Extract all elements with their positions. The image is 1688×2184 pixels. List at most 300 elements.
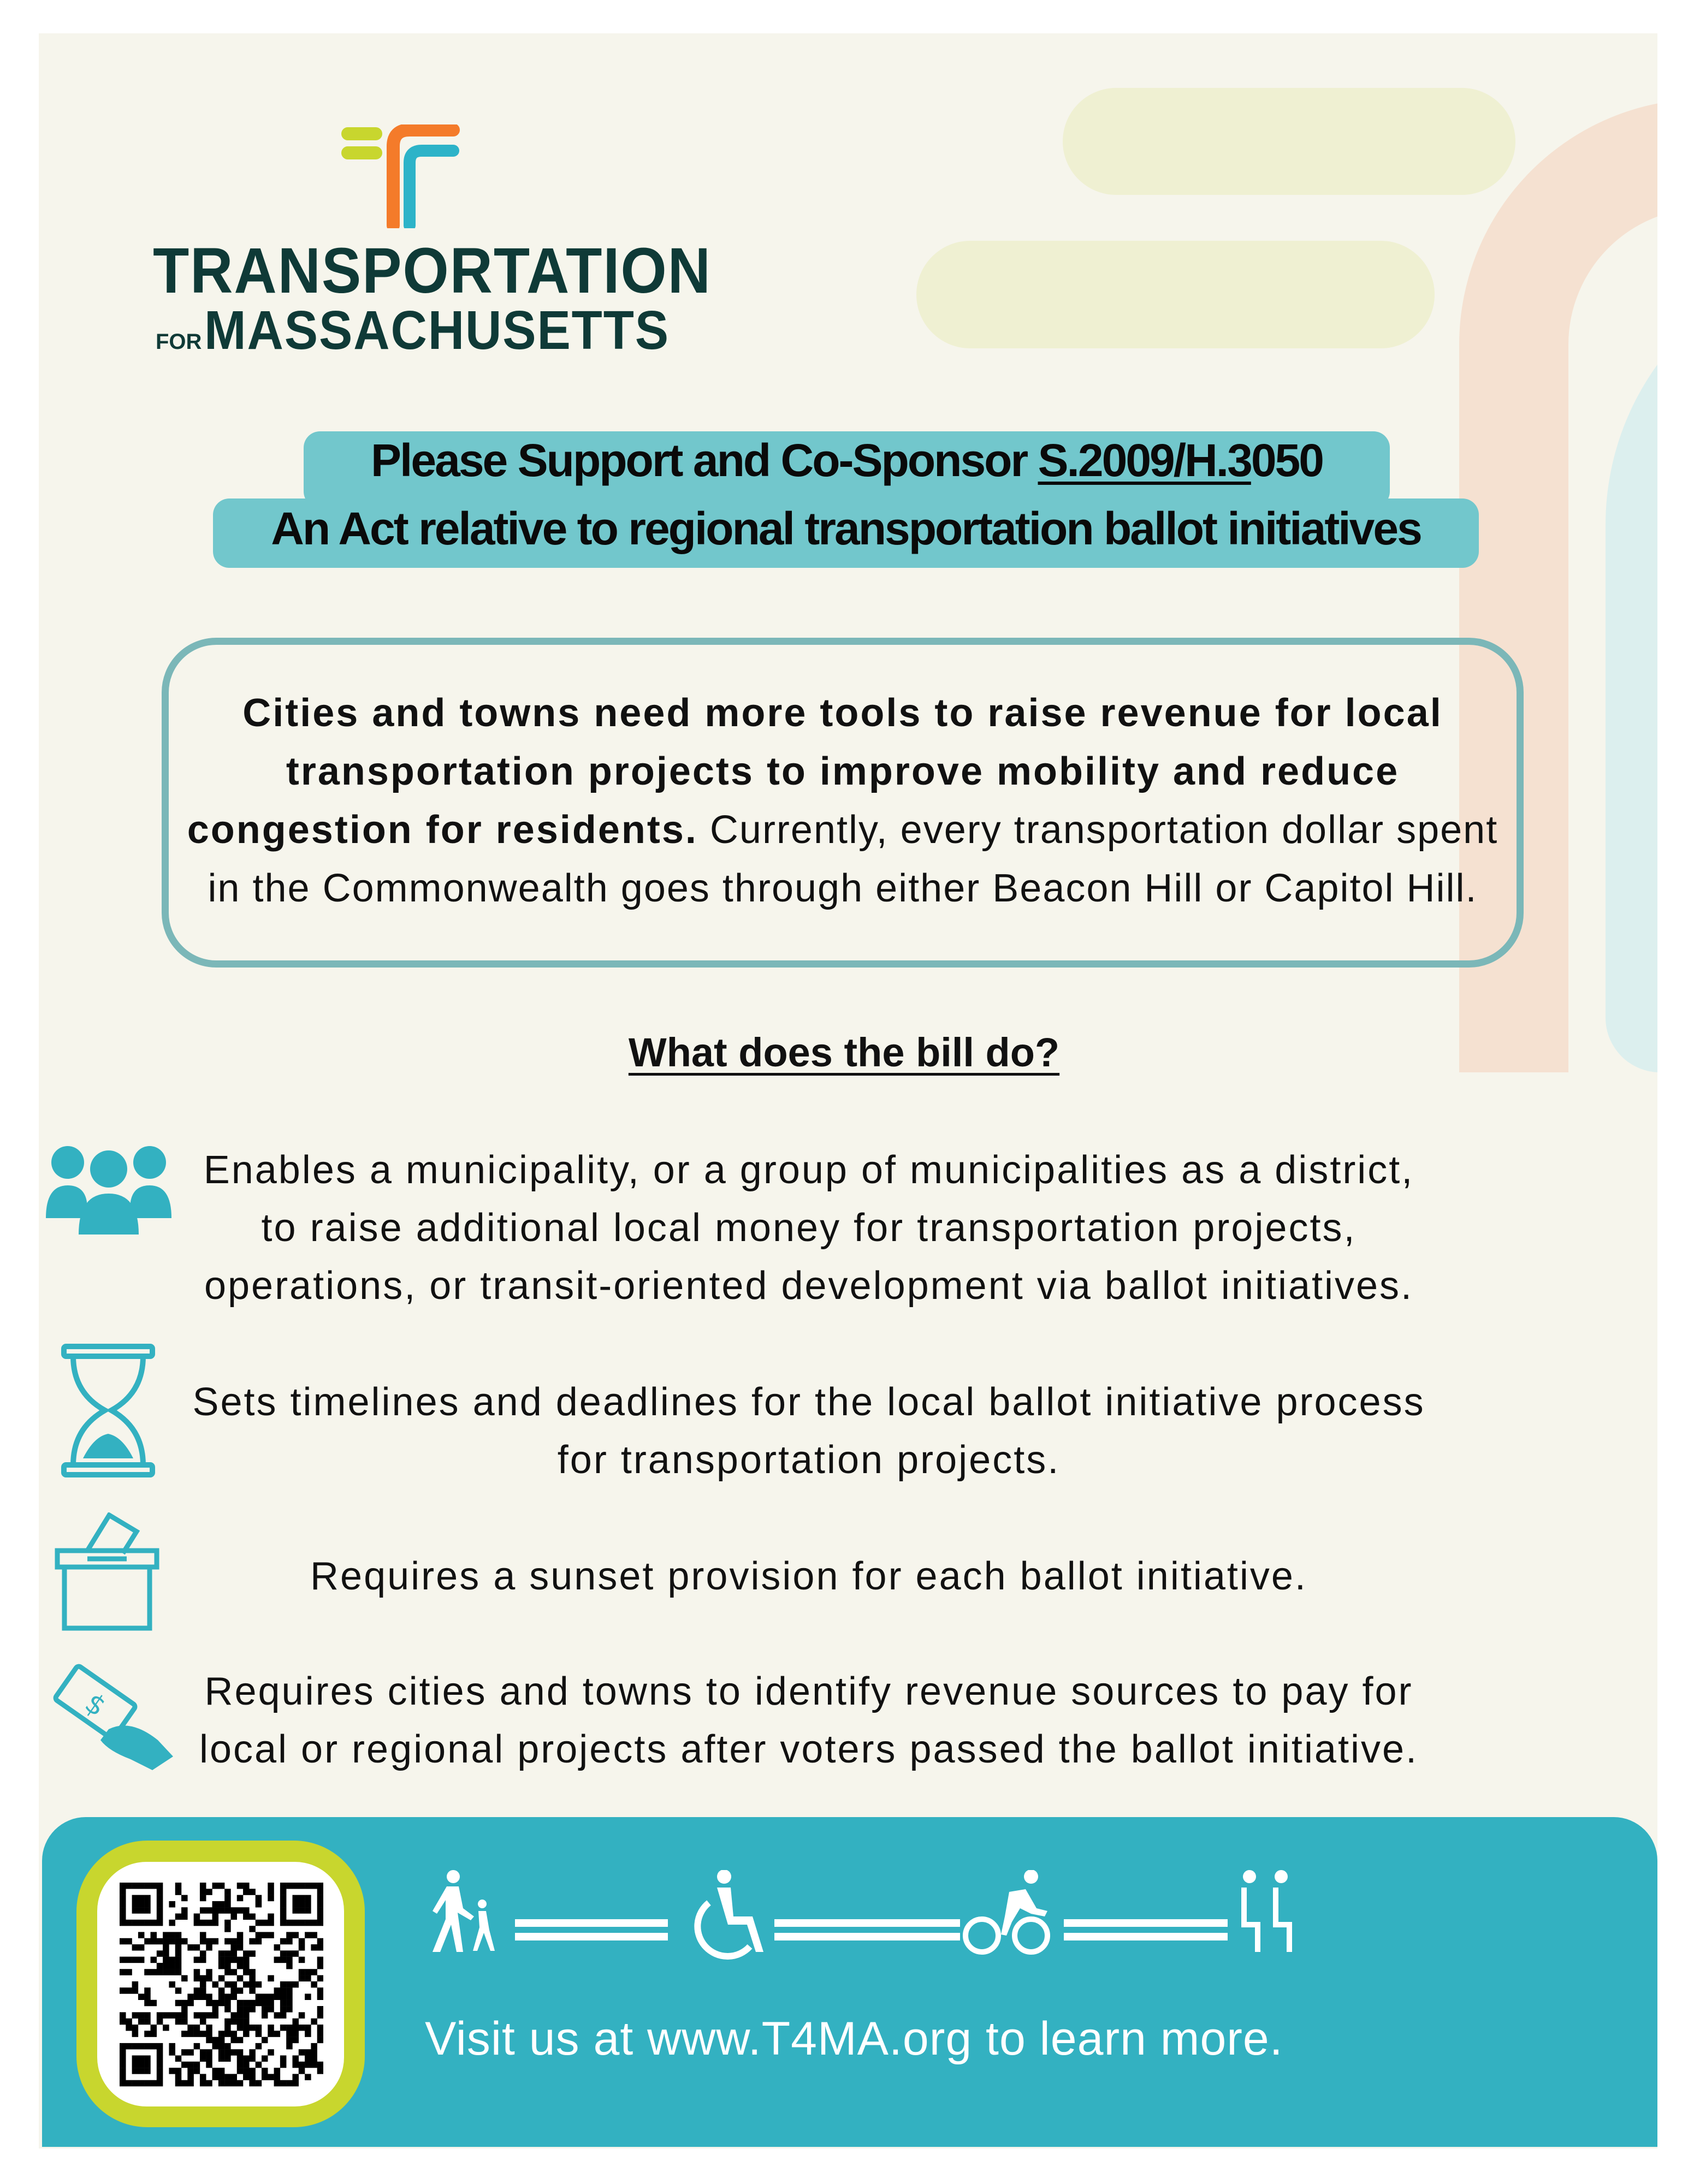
qr-module (120, 1914, 126, 1920)
qr-module (274, 1944, 281, 1951)
qr-module (218, 2080, 225, 2087)
qr-module (268, 1914, 274, 1920)
qr-module (262, 2068, 268, 2074)
qr-module (200, 1883, 206, 1889)
qr-module (206, 1993, 212, 2000)
qr-module (181, 2006, 188, 2013)
qr-module (120, 2043, 126, 2050)
qr-module (175, 1883, 182, 1889)
qr-module (230, 2019, 237, 2025)
qr-module (169, 2043, 175, 2050)
qr-module (144, 2080, 151, 2087)
qr-module (132, 2068, 139, 2074)
qr-module (200, 1907, 206, 1914)
qr-module (262, 1932, 268, 1938)
qr-module (262, 2074, 268, 2080)
qr-module (280, 1993, 287, 2000)
qr-module (120, 2074, 126, 2080)
qr-module (126, 2043, 132, 2050)
qr-module (120, 1920, 126, 1926)
qr-module (138, 1895, 145, 1902)
qr-module (249, 1889, 256, 1895)
qr-module (317, 1907, 323, 1914)
qr-module (299, 1975, 305, 1982)
qr-module (157, 1907, 163, 1914)
qr-module (206, 2055, 212, 2062)
qr-module (249, 1914, 256, 1920)
qr-module (138, 1901, 145, 1908)
qr-module (224, 1889, 231, 1895)
qr-module (280, 1914, 287, 1920)
qr-module (157, 1920, 163, 1926)
qr-module (249, 1975, 256, 1982)
qr-module (120, 1895, 126, 1902)
qr-module (292, 1901, 299, 1908)
qr-module (230, 1914, 237, 1920)
qr-module (157, 1914, 163, 1920)
qr-module (194, 1920, 200, 1926)
qr-module (268, 1975, 274, 1982)
qr-module (224, 2049, 231, 2056)
qr-module (280, 1920, 287, 1926)
qr-module (299, 1938, 305, 1945)
qr-module (311, 1944, 317, 1951)
qr-module (268, 2074, 274, 2080)
qr-module (249, 1987, 256, 1994)
qr-module (163, 1950, 169, 1957)
qr-module (237, 2068, 244, 2074)
qr-module (286, 1938, 293, 1945)
qr-module (292, 1950, 299, 1957)
qr-module (311, 1981, 317, 1988)
qr-module (311, 1969, 317, 1975)
qr-module (175, 1969, 182, 1975)
qr-module (256, 2062, 262, 2068)
qr-module (249, 1950, 256, 1957)
qr-module (181, 2000, 188, 2007)
qr-module (194, 2031, 200, 2037)
qr-module (317, 1938, 323, 1945)
qr-module (144, 2031, 151, 2037)
list-item-4 (164, 1663, 1454, 1778)
qr-module (224, 2080, 231, 2087)
qr-module (249, 2000, 256, 2007)
qr-module (206, 1975, 212, 1982)
qr-module (249, 1926, 256, 1932)
qr-module (286, 2043, 293, 2050)
qr-module (181, 1895, 188, 1902)
qr-module (243, 2000, 250, 2007)
pedestrian-icon (433, 1870, 495, 1952)
qr-module (200, 1975, 206, 1982)
qr-module (268, 1889, 274, 1895)
qr-module (181, 1975, 188, 1982)
qr-module (200, 1957, 206, 1963)
qr-module (132, 1901, 139, 1908)
qr-module (194, 1969, 200, 1975)
qr-module (157, 1963, 163, 1969)
qr-module (126, 1957, 132, 1963)
qr-module (206, 1907, 212, 1914)
qr-module (144, 2062, 151, 2068)
qr-module (224, 2025, 231, 2031)
qr-module (175, 1950, 182, 1957)
qr-module (120, 2055, 126, 2062)
qr-module (299, 1907, 305, 1914)
qr-module (132, 1920, 139, 1926)
qr-module (132, 2080, 139, 2087)
qr-module (249, 1969, 256, 1975)
qr-module (286, 1981, 293, 1988)
qr-module (286, 2037, 293, 2044)
qr-module (206, 2062, 212, 2068)
qr-module (138, 1944, 145, 1951)
qr-module (224, 2043, 231, 2050)
qr-module (256, 2000, 262, 2007)
qr-module (169, 1938, 175, 1945)
qr-module (120, 1969, 126, 1975)
qr-module (138, 1993, 145, 2000)
qr-module (151, 2000, 157, 2007)
qr-module (243, 2019, 250, 2025)
page-title (304, 434, 1390, 487)
qr-module (187, 2080, 194, 2087)
people-icon (46, 1142, 171, 1235)
qr-module (230, 1981, 237, 1988)
qr-module (230, 1969, 237, 1975)
qr-module (274, 1957, 281, 1963)
qr-module (224, 1895, 231, 1902)
qr-module (224, 1920, 231, 1926)
qr-module (175, 1944, 182, 1951)
qr-module (286, 1963, 293, 1969)
qr-module (299, 2068, 305, 2074)
qr-module (200, 2074, 206, 2080)
qr-module (169, 1969, 175, 1975)
path-line (774, 1933, 960, 1940)
qr-module (212, 1981, 219, 1988)
qr-module (194, 1944, 200, 1951)
qr-module (175, 2080, 182, 2087)
qr-module (138, 2062, 145, 2068)
qr-module (305, 1895, 311, 1902)
qr-module (224, 2019, 231, 2025)
qr-module (157, 2049, 163, 2056)
qr-module (212, 1907, 219, 1914)
qr-module (144, 1920, 151, 1926)
qr-module (305, 2031, 311, 2037)
qr-module (274, 2080, 281, 2087)
qr-module (151, 1883, 157, 1889)
qr-module (144, 2055, 151, 2062)
qr-module (280, 1883, 287, 1889)
bicycle-icon (966, 1870, 1047, 1952)
qr-module (305, 1969, 311, 1975)
qr-module (144, 2000, 151, 2007)
qr-module (132, 2025, 139, 2031)
qr-module (305, 1932, 311, 1938)
qr-module (157, 1969, 163, 1975)
qr-module (157, 2019, 163, 2025)
qr-module (299, 1944, 305, 1951)
qr-module (194, 1975, 200, 1982)
bill-link[interactable]: S.2009/H.3 (1038, 435, 1251, 486)
qr-module (200, 1938, 206, 1945)
qr-module (157, 1895, 163, 1902)
wheelchair-icon (697, 1870, 763, 1956)
qr-module (169, 1901, 175, 1908)
qr-module (212, 2037, 219, 2044)
qr-module (230, 1944, 237, 1951)
qr-module (157, 1901, 163, 1908)
path-line (1064, 1919, 1228, 1927)
qr-module (200, 1993, 206, 2000)
qr-module (126, 1920, 132, 1926)
qr-module (230, 1938, 237, 1945)
qr-module (138, 1920, 145, 1926)
qr-module (292, 2080, 299, 2087)
bill-number-rest: 050 (1251, 435, 1323, 486)
qr-module (218, 2043, 225, 2050)
qr-module (262, 1920, 268, 1926)
qr-module (256, 1932, 262, 1938)
qr-module (268, 1883, 274, 1889)
qr-module (206, 2012, 212, 2019)
qr-module (317, 2037, 323, 2044)
qr-module (243, 1957, 250, 1963)
qr-module (305, 1901, 311, 1908)
qr-module (262, 2037, 268, 2044)
qr-module (286, 2031, 293, 2037)
qr-module (249, 2025, 256, 2031)
qr-module (218, 1957, 225, 1963)
list-item-1 (164, 1141, 1454, 1315)
qr-module (200, 1932, 206, 1938)
qr-module (237, 2012, 244, 2019)
qr-module (138, 1883, 145, 1889)
qr-module (163, 2025, 169, 2031)
qr-module (132, 1883, 139, 1889)
qr-module (138, 1907, 145, 1914)
qr-module (230, 2049, 237, 2056)
qr-module (218, 2031, 225, 2037)
qr-module (175, 2000, 182, 2007)
logo-text-massachusetts: MASSACHUSETTS (204, 300, 670, 361)
qr-module (218, 1963, 225, 1969)
qr-module (292, 2055, 299, 2062)
item-line: Enables a municipality, or a group of municipalities as a district, (203, 1148, 1414, 1192)
qr-module (224, 1938, 231, 1945)
qr-module (144, 2043, 151, 2050)
qr-module (169, 1920, 175, 1926)
qr-module (138, 2019, 145, 2025)
qr-module (126, 1969, 132, 1975)
qr-module (256, 2031, 262, 2037)
path-line (1064, 1933, 1228, 1940)
qr-module (218, 1987, 225, 1994)
decorative-pill (1063, 88, 1515, 195)
qr-module (175, 1932, 182, 1938)
qr-module (200, 2019, 206, 2025)
qr-module (274, 2012, 281, 2019)
qr-module (169, 1963, 175, 1969)
qr-module (218, 1901, 225, 1908)
list-item-3 (164, 1547, 1454, 1605)
qr-module (237, 1987, 244, 1994)
intro-bold: Cities and towns need more tools to raise revenue for local transportation projects to improve mobility and reduce congestion for residents. (187, 691, 1443, 852)
qr-module (163, 1938, 169, 1945)
qr-module (317, 2031, 323, 2037)
qr-module (299, 1957, 305, 1963)
qr-module (286, 1957, 293, 1963)
qr-module (187, 1944, 194, 1951)
qr-module (286, 1993, 293, 2000)
qr-module (194, 2025, 200, 2031)
qr-module (249, 1938, 256, 1945)
qr-module (157, 1950, 163, 1957)
item-line: Requires a sunset provision for each ballot initiative. (310, 1554, 1307, 1598)
qr-module (237, 2037, 244, 2044)
qr-module (268, 2031, 274, 2037)
qr-module (181, 2049, 188, 2056)
qr-module (212, 1901, 219, 1908)
qr-module (237, 1944, 244, 1951)
qr-module (286, 2000, 293, 2007)
qr-module (120, 2049, 126, 2056)
qr-module (256, 2025, 262, 2031)
qr-module (157, 2080, 163, 2087)
qr-module (169, 2012, 175, 2019)
qr-module (317, 1993, 323, 2000)
qr-module (280, 2006, 287, 2013)
qr-module (292, 1932, 299, 1938)
qr-module (224, 1969, 231, 1975)
qr-module (280, 1938, 287, 1945)
qr-module (286, 1987, 293, 1994)
qr-module (175, 2019, 182, 2025)
qr-module (311, 1932, 317, 1938)
qr-module (243, 2074, 250, 2080)
qr-module (317, 1901, 323, 1908)
qr-module (237, 1883, 244, 1889)
qr-module (132, 2043, 139, 2050)
qr-module (218, 2074, 225, 2080)
qr-module (206, 1938, 212, 1945)
qr-module (212, 2068, 219, 2074)
qr-module (305, 2062, 311, 2068)
qr-module (212, 2012, 219, 2019)
qr-module (274, 1993, 281, 2000)
qr-module (126, 1987, 132, 1994)
qr-module (126, 2019, 132, 2025)
transport-icons-row (425, 1870, 1386, 1960)
qr-module (237, 2049, 244, 2056)
qr-module (200, 2055, 206, 2062)
qr-module (317, 1944, 323, 1951)
qr-module (268, 2025, 274, 2031)
qr-module (151, 1920, 157, 1926)
qr-module (299, 2049, 305, 2056)
qr-module (163, 1963, 169, 1969)
qr-code[interactable] (120, 1882, 323, 2087)
qr-module (157, 2012, 163, 2019)
qr-module (243, 2025, 250, 2031)
qr-module (212, 1883, 219, 1889)
qr-module (218, 1883, 225, 1889)
qr-module (292, 2031, 299, 2037)
qr-module (243, 1907, 250, 1914)
qr-module (299, 1883, 305, 1889)
item-line: operations, or transit-oriented development via ballot initiatives. (204, 1264, 1414, 1308)
qr-module (206, 2025, 212, 2031)
item-line: local or regional projects after voters passed the ballot initiative. (199, 1728, 1419, 1771)
qr-module (187, 2074, 194, 2080)
qr-module (132, 1944, 139, 1951)
qr-module (157, 2062, 163, 2068)
qr-module (157, 1938, 163, 1945)
qr-module (138, 2043, 145, 2050)
qr-module (280, 2012, 287, 2019)
qr-module (175, 1914, 182, 1920)
qr-module (243, 2031, 250, 2037)
qr-module (262, 2000, 268, 2007)
section-heading: What does the bill do? (628, 1030, 1060, 1075)
qr-module (138, 1957, 145, 1963)
qr-module (249, 2068, 256, 2074)
visit-website-link[interactable]: Visit us at www.T4MA.org to learn more. (425, 2013, 1283, 2065)
qr-module (175, 1957, 182, 1963)
qr-module (249, 2080, 256, 2087)
qr-module (181, 2062, 188, 2068)
qr-module (212, 1914, 219, 1920)
qr-module (317, 1987, 323, 1994)
qr-module (212, 1920, 219, 1926)
qr-module (237, 2019, 244, 2025)
qr-module (243, 2055, 250, 2062)
qr-module (317, 2025, 323, 2031)
title-prefix: Please Support and Co-Sponsor (371, 435, 1038, 486)
qr-module (224, 2055, 231, 2062)
qr-module (206, 1889, 212, 1895)
qr-module (256, 1895, 262, 1902)
qr-module (144, 1883, 151, 1889)
qr-module (299, 2012, 305, 2019)
qr-module (218, 2068, 225, 2074)
qr-module (237, 1957, 244, 1963)
qr-module (243, 2006, 250, 2013)
item-line: for transportation projects. (557, 1438, 1061, 1482)
qr-module (230, 2012, 237, 2019)
qr-module (224, 1901, 231, 1908)
qr-module (163, 1969, 169, 1975)
qr-module (224, 1957, 231, 1963)
qr-module (138, 2055, 145, 2062)
qr-module (194, 1987, 200, 1994)
qr-module (181, 2031, 188, 2037)
qr-module (206, 2031, 212, 2037)
qr-module (305, 2049, 311, 2056)
qr-module (256, 1993, 262, 2000)
qr-module (175, 1889, 182, 1895)
qr-module (218, 2055, 225, 2062)
qr-module (120, 1938, 126, 1945)
qr-module (262, 1993, 268, 2000)
qr-module (274, 1987, 281, 1994)
qr-module (132, 2012, 139, 2019)
hourglass-icon (61, 1344, 155, 1477)
qr-module (200, 2049, 206, 2056)
qr-module (299, 1895, 305, 1902)
